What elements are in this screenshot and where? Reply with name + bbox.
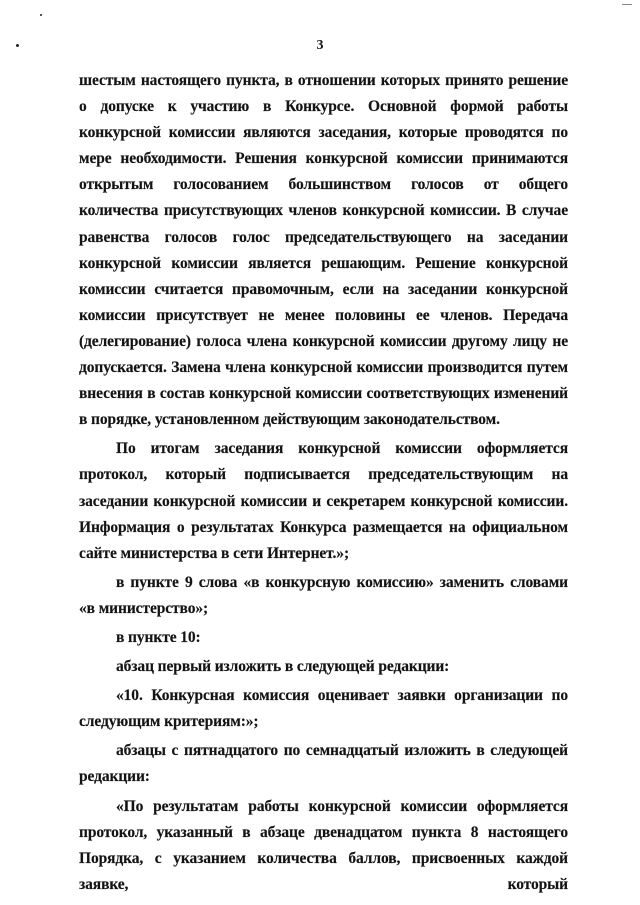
paragraph-commission-rules: шестым настоящего пункта, в отношении которых принято решение о допуске к участию в Конкурсе. Основной формой работы конкурсной комиссии являются заседания, которые проводятся по мере необходимости. Решения конкурсной комиссии принимаются открытым голосованием большинством голосов от общего количества присутствующих членов конкурсной комиссии. В случае равенства голосов голос председательствующего на заседании конкурсной комиссии является решающим. Решение конкурсной комиссии считается правомочным, если на заседании конкурсной комиссии присутствует не менее половины ее членов. Передача (делегирование) голоса члена конкурсной комиссии другому лицу не допускается. Замена члена конкурсной комиссии производится путем внесения в состав конкурсной комиссии соответствующих изменений в порядке, установленном действующим законодательством. [79, 72, 568, 429]
paragraph-protocol: По итогам заседания конкурсной комиссии оформляется протокол, который подписывается председательствующим на заседании конкурсной комиссии и секретарем конкурсной комиссии. Информация о результатах Конкурса размещается на официальном сайте министерства в сети Интернет.»; [79, 440, 568, 562]
paragraph-item-9: в пункте 9 слова «в конкурсную комиссию» заменить словами «в министерство»; [79, 573, 568, 617]
page-number: 3 [316, 38, 324, 53]
paragraph-abzacs-15-17: абзацы с пятнадцатого по семнадцатый изложить в следующей редакции: [79, 742, 568, 786]
scan-speck [40, 14, 42, 16]
scan-speck [622, 4, 632, 5]
paragraph-criteria: «10. Конкурсная комиссия оценивает заявки организации по следующим критериям:»; [79, 687, 568, 731]
paragraph-item-10: в пункте 10: [116, 628, 201, 646]
paragraph-first-abzac: абзац первый изложить в следующей редакции: [116, 658, 450, 676]
paragraph-results: «По результатам работы конкурсной комиссии оформляется протокол, указанный в абзаце двенадцатом пункта 8 настоящего Порядка, с указанием количества баллов, присвоенных каждой заявке, который [79, 797, 568, 893]
document-body [79, 68, 568, 898]
